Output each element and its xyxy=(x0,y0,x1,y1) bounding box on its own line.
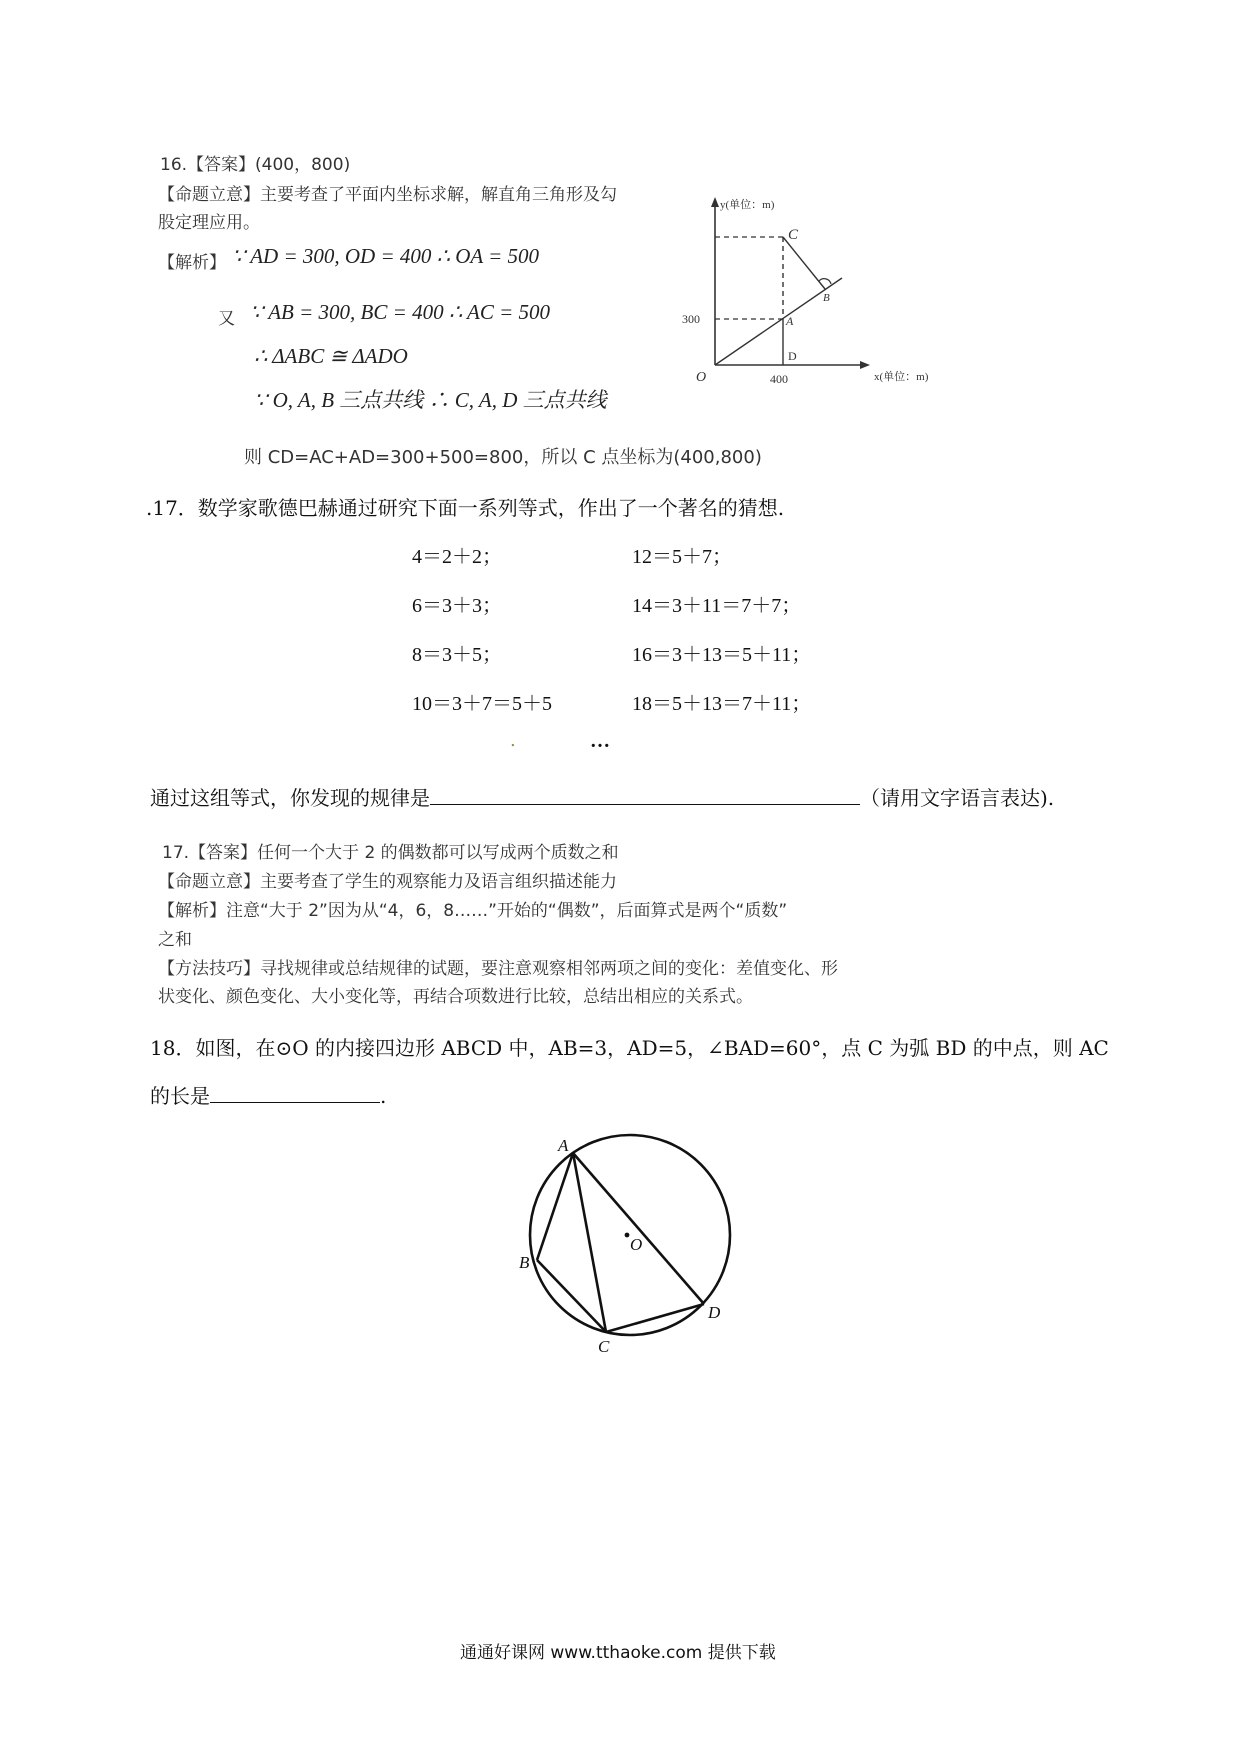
q17-answer: 17.【答案】任何一个大于 2 的偶数都可以写成两个质数之和 xyxy=(162,843,619,863)
q17-stray-dot: . xyxy=(510,730,516,751)
q17-prompt-tail: （请用文字语言表达). xyxy=(860,786,1055,810)
q17-prompt: 通过这组等式，你发现的规律是 xyxy=(150,786,430,810)
page-footer: 通通好课网 www.tthaoke.com 提供下载 xyxy=(460,1643,776,1663)
q16-answer: 16.【答案】(400，800) xyxy=(160,155,351,175)
q16-analysis-label: 【解析】 xyxy=(158,253,226,273)
q18-answer-blank[interactable] xyxy=(210,1082,380,1103)
diagonal-ac xyxy=(573,1153,606,1332)
x-axis-label: x(单位：m) xyxy=(874,371,929,383)
q16-step4: ∵ O, A, B 三点共线 ∴ C, A, D 三点共线 xyxy=(254,388,607,412)
q17-answer-blank[interactable] xyxy=(430,784,860,805)
equation-right-4: 18＝5＋13＝7＋11； xyxy=(632,693,812,715)
q18-prompt-tail: . xyxy=(380,1084,387,1108)
q16-coordinate-figure xyxy=(680,195,940,395)
q17-tips-line2: 状变化、颜色变化、大小变化等，再结合项数进行比较，总结出相应的关系式。 xyxy=(158,987,753,1007)
label-c: C xyxy=(598,1337,610,1356)
q16-step2: ∵ AB = 300, BC = 400 ∴ AC = 500 xyxy=(250,300,551,324)
label-point-c: C xyxy=(788,227,799,243)
equation-left-3: 8＝3＋5； xyxy=(412,644,502,666)
y-axis-label: y(单位：m) xyxy=(720,199,775,211)
equation-right-1: 12＝5＋7； xyxy=(632,546,732,568)
label-point-b: B xyxy=(823,292,830,304)
y-tick-300: 300 xyxy=(682,312,700,326)
equation-right-3: 16＝3＋13＝5＋11； xyxy=(632,644,812,666)
q17-stem: .17．数学家歌德巴赫通过研究下面一系列等式，作出了一个著名的猜想. xyxy=(146,496,785,520)
x-axis-arrow-icon xyxy=(860,361,870,369)
equation-right-2: 14＝3＋11＝7＋7； xyxy=(632,595,802,617)
label-point-d: D xyxy=(788,349,797,363)
q17-analysis-line2: 之和 xyxy=(158,930,192,950)
q17-ellipsis: … xyxy=(590,730,610,752)
center-dot xyxy=(625,1233,630,1238)
label-d: D xyxy=(708,1303,721,1322)
q16-intent-line1: 【命题立意】主要考查了平面内坐标求解，解直角三角形及勾 xyxy=(158,185,617,205)
q18-stem-line2 xyxy=(150,1080,386,1109)
label-point-a: A xyxy=(786,314,794,328)
q16-step1: ∵ AD = 300, OD = 400 ∴ OA = 500 xyxy=(232,244,540,268)
q16-step2-prefix: 又 xyxy=(218,309,235,329)
q17-analysis: 【解析】注意“大于 2”因为从“4，6，8……”开始的“偶数”，后面算式是两个“质数” xyxy=(158,901,788,921)
label-origin: O xyxy=(696,370,707,385)
q17-intent: 【命题立意】主要考查了学生的观察能力及语言组织描述能力 xyxy=(158,872,617,892)
x-tick-400: 400 xyxy=(770,372,788,386)
q18-stem: 18．如图，在⊙O 的内接四边形 ABCD 中，AB=3，AD=5，∠BAD=60°，点 C 为弧 BD 的中点，则 AC xyxy=(150,1036,1109,1060)
y-axis-arrow-icon xyxy=(711,197,719,207)
segment-cb xyxy=(783,237,825,289)
q16-intent-line2: 股定理应用。 xyxy=(158,213,260,233)
q18-prompt: 的长是 xyxy=(150,1084,210,1108)
chord-cd xyxy=(606,1304,704,1332)
q16-conclusion: 则 CD=AC+AD=300+500=800，所以 C 点坐标为(400,800) xyxy=(244,447,762,468)
q17-tips: 【方法技巧】寻找规律或总结规律的试题，要注意观察相邻两项之间的变化：差值变化、形 xyxy=(158,959,838,979)
label-a: A xyxy=(558,1136,569,1155)
q18-circle-figure xyxy=(510,1120,750,1360)
label-o: O xyxy=(630,1235,643,1254)
equation-left-2: 6＝3＋3； xyxy=(412,595,502,617)
q16-step3: ∴ ΔABC ≅ ΔADO xyxy=(254,344,408,368)
label-b: B xyxy=(519,1253,530,1272)
equation-left-1: 4＝2＋2； xyxy=(412,546,502,568)
chord-ad xyxy=(573,1153,704,1304)
equation-left-4: 10＝3＋7＝5＋5 xyxy=(412,693,552,715)
q17-prompt-line xyxy=(150,782,1054,811)
